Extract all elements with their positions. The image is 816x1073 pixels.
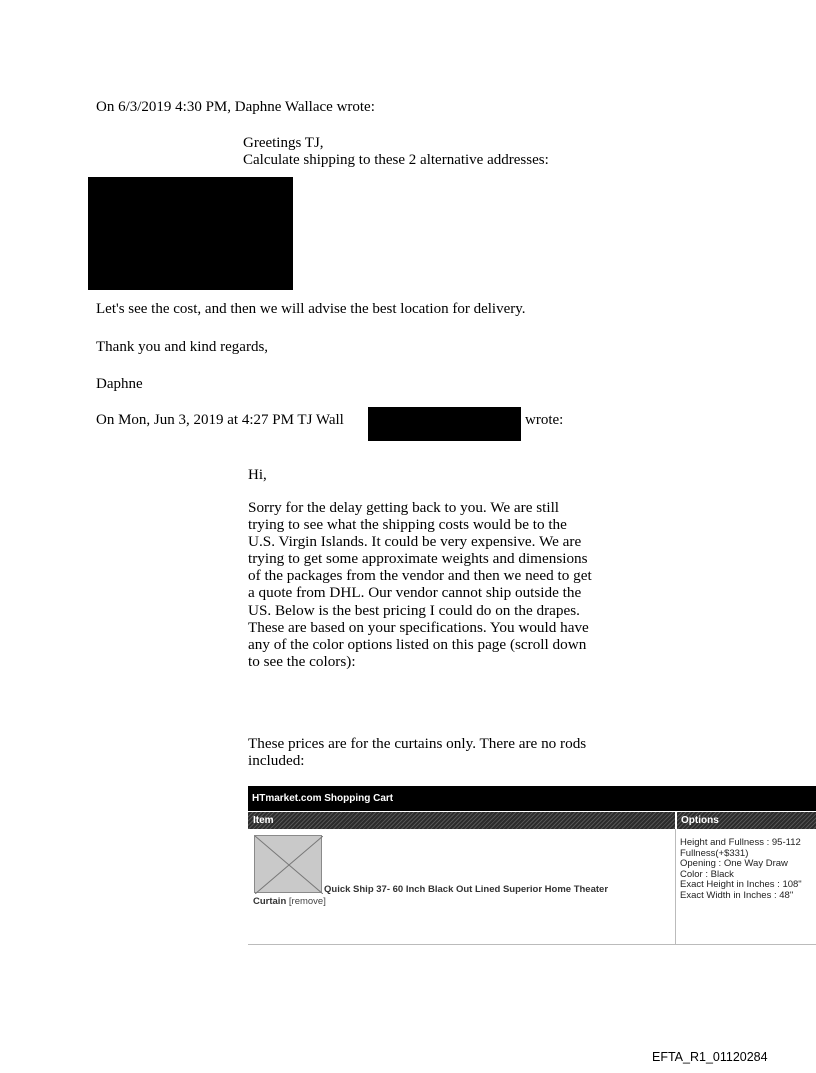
option-line: Color : Black: [680, 868, 734, 880]
signature: Daphne: [96, 376, 143, 392]
option-line: Exact Height in Inches : 108": [680, 879, 802, 890]
remove-link[interactable]: [remove]: [288, 896, 326, 907]
cost-line: Let's see the cost, and then we will advise the best location for delivery.: [96, 301, 526, 317]
shopping-cart: [248, 786, 816, 959]
cart-header-options: [677, 812, 816, 829]
reply-header: On 6/3/2019 4:30 PM, Daphne Wallace wrote:: [96, 99, 375, 115]
quoted-header-prefix: On Mon, Jun 3, 2019 at 4:27 PM TJ Wall: [96, 412, 344, 428]
cart-title: HTmarket.com Shopping Cart: [252, 793, 394, 804]
hi-line: Hi,: [248, 467, 267, 483]
option-line: Fullness(+$331): [680, 847, 749, 859]
broken-image-icon: [255, 836, 323, 894]
body-paragraph-2: These prices are for the curtains only. There are no rods included:: [248, 735, 587, 770]
quoted-header-suffix: wrote:: [525, 412, 564, 428]
document-id: EFTA_R1_01120284: [652, 1050, 768, 1064]
item-name-line2[interactable]: Curtain: [253, 896, 287, 907]
cart-title-bar: [248, 786, 816, 811]
redaction-block-addresses: [88, 177, 293, 290]
body-paragraph-1: Sorry for the delay getting back to you. We are still trying to see what the shipping costs would be to the U.S. Virgin Islands. It could be very expensive. We are trying to get some approximate weights and dimensions of the packages from the vendor and then we need to get a quote from DHL. Our vendor cannot ship outside the US. Below is the best pricing I could do on the drapes. These are based on your specifications. You would have any of the color options listed on this page (scroll down to see the colors):: [248, 499, 592, 670]
option-line: Height and Fullness : 95-112: [680, 837, 801, 848]
col-options-label: Options: [681, 815, 719, 826]
thanks-line: Thank you and kind regards,: [96, 339, 269, 355]
product-image-placeholder: [254, 835, 322, 893]
item-name-line1[interactable]: Quick Ship 37- 60 Inch Black Out Lined Superior Home Theater: [324, 884, 609, 895]
request-line: Calculate shipping to these 2 alternative addresses:: [243, 152, 549, 168]
option-line: Exact Width in Inches : 48": [680, 889, 794, 901]
greeting: Greetings TJ,: [243, 135, 324, 151]
redaction-block-email: [368, 407, 521, 441]
option-line: Opening : One Way Draw: [680, 858, 788, 869]
col-item-label: Item: [253, 815, 274, 826]
cart-header-item: [248, 812, 675, 829]
item-options: [680, 838, 816, 901]
